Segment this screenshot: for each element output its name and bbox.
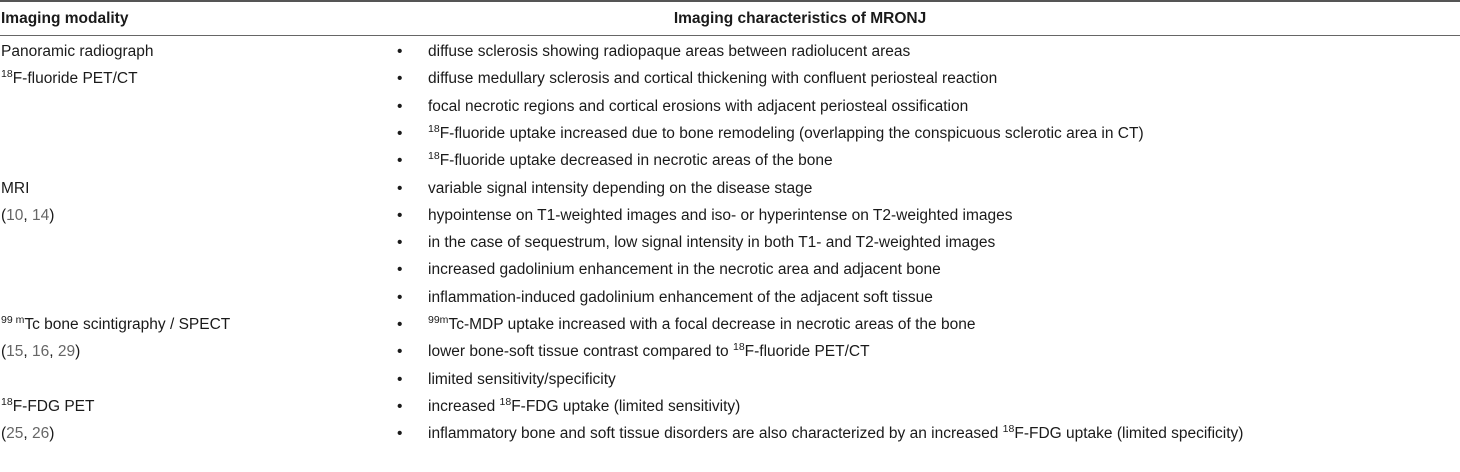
text-superscript: 18 bbox=[1002, 423, 1015, 436]
modality-name bbox=[1, 40, 154, 63]
text-superscript: 99m bbox=[428, 314, 449, 326]
text-superscript: 18 bbox=[428, 150, 440, 163]
modality-text: F-FDG PET bbox=[12, 397, 95, 415]
characteristic-text bbox=[428, 395, 740, 420]
modality-superscript: 18 bbox=[1, 395, 13, 408]
table-row bbox=[0, 95, 1460, 118]
reference-link: 25 bbox=[6, 425, 24, 443]
text-body: limited sensitivity/specificity bbox=[428, 370, 616, 388]
ref-sep: , bbox=[23, 206, 33, 224]
table-row bbox=[0, 422, 1460, 445]
characteristic-text bbox=[428, 368, 616, 391]
ref-sep: , bbox=[49, 343, 58, 361]
modality-name bbox=[1, 67, 138, 92]
characteristic-text bbox=[428, 231, 995, 254]
bullet-marker: • bbox=[397, 261, 403, 279]
table-row bbox=[0, 149, 1460, 172]
header-rule bbox=[0, 35, 1460, 36]
text-body: focal necrotic regions and cortical erosions with adjacent periosteal ossification bbox=[428, 97, 969, 115]
text-body: diffuse medullary sclerosis and cortical thickening with confluent periosteal reaction bbox=[428, 70, 998, 88]
table-row bbox=[0, 122, 1460, 145]
bullet-marker: • bbox=[397, 425, 403, 443]
text-body: F-fluoride uptake increased due to bone remodeling (overlapping the conspicuous sclerotic area in CT) bbox=[439, 124, 1144, 142]
ref-open: ( bbox=[1, 206, 7, 224]
characteristic-text bbox=[428, 258, 941, 281]
bullet-marker: • bbox=[397, 70, 403, 88]
text-body: Tc-MDP uptake increased with a focal decrease in necrotic areas of the bone bbox=[448, 316, 976, 333]
modality-references bbox=[1, 422, 54, 445]
text-body: variable signal intensity depending on the disease stage bbox=[428, 179, 813, 197]
table-row bbox=[0, 67, 1460, 90]
modality-name bbox=[1, 395, 95, 420]
text-body: hypointense on T1-weighted images and iso- or hyperintense on T2-weighted images bbox=[428, 206, 1013, 224]
bullet-marker: • bbox=[397, 97, 403, 115]
bullet-marker: • bbox=[397, 234, 403, 252]
table-row bbox=[0, 313, 1460, 336]
text-prefix: inflammatory bone and soft tissue disorders are also characterized by an increased bbox=[428, 425, 1003, 443]
table-row bbox=[0, 231, 1460, 254]
text-superscript: 18 bbox=[732, 341, 745, 354]
characteristic-text bbox=[428, 204, 1012, 227]
modality-superscript: 99 m bbox=[1, 314, 25, 326]
bullet-marker: • bbox=[397, 124, 403, 142]
header-imaging-characteristics: Imaging characteristics of MRONJ bbox=[673, 10, 927, 27]
text-prefix: increased bbox=[428, 397, 500, 415]
bullet-marker: • bbox=[397, 43, 403, 60]
ref-close: ) bbox=[75, 343, 81, 361]
table-row bbox=[0, 40, 1460, 63]
text-body: in the case of sequestrum, low signal intensity in both T1- and T2-weighted images bbox=[428, 234, 996, 252]
modality-text: F-fluoride PET/CT bbox=[12, 70, 138, 88]
characteristic-text bbox=[428, 313, 975, 338]
table-row bbox=[0, 395, 1460, 418]
ref-open: ( bbox=[1, 425, 7, 443]
modality-text: MRI bbox=[1, 179, 30, 197]
text-superscript: 18 bbox=[428, 122, 440, 135]
table-row bbox=[0, 258, 1460, 281]
modality-references bbox=[1, 340, 80, 363]
text-superscript: 18 bbox=[499, 395, 512, 408]
text-body: F-FDG uptake (limited sensitivity) bbox=[511, 397, 741, 415]
bullet-marker: • bbox=[397, 288, 403, 306]
text-body: increased gadolinium enhancement in the necrotic area and adjacent bone bbox=[428, 261, 941, 279]
reference-link: 10 bbox=[6, 206, 24, 224]
ref-close: ) bbox=[49, 206, 55, 224]
ref-sep: , bbox=[23, 425, 33, 443]
ref-sep: , bbox=[23, 343, 33, 361]
bullet-marker: • bbox=[397, 343, 403, 361]
text-body: F-fluoride PET/CT bbox=[744, 343, 870, 361]
modality-text: Tc bone scintigraphy / SPECT bbox=[24, 316, 231, 333]
table-row bbox=[0, 340, 1460, 363]
bullet-marker: • bbox=[397, 316, 403, 333]
reference-link: 26 bbox=[32, 425, 50, 443]
text-prefix: lower bone-soft tissue contrast compared to bbox=[428, 343, 733, 361]
reference-link: 16 bbox=[32, 343, 50, 361]
table-row bbox=[0, 286, 1460, 309]
characteristic-text bbox=[428, 95, 968, 118]
table-row bbox=[0, 368, 1460, 391]
ref-close: ) bbox=[49, 425, 55, 443]
text-body: F-FDG uptake (limited specificity) bbox=[1014, 425, 1244, 443]
table-top-rule bbox=[0, 0, 1460, 2]
text-body: F-fluoride uptake decreased in necrotic areas of the bone bbox=[439, 152, 833, 170]
table-row bbox=[0, 204, 1460, 227]
ref-open: ( bbox=[1, 343, 7, 361]
characteristic-text bbox=[428, 286, 933, 309]
reference-link: 15 bbox=[6, 343, 24, 361]
characteristic-text bbox=[428, 40, 910, 63]
characteristic-text bbox=[428, 149, 833, 174]
modality-superscript: 18 bbox=[1, 68, 13, 81]
bullet-marker: • bbox=[397, 397, 403, 415]
characteristic-text bbox=[428, 340, 870, 365]
modality-text: Panoramic radiograph bbox=[1, 43, 154, 60]
modality-name bbox=[1, 313, 230, 338]
bullet-marker: • bbox=[397, 152, 403, 170]
reference-link: 29 bbox=[57, 343, 76, 361]
text-body: inflammation-induced gadolinium enhancement of the adjacent soft tissue bbox=[428, 288, 933, 306]
modality-references bbox=[1, 204, 54, 227]
characteristic-text bbox=[428, 122, 1144, 147]
header-imaging-modality: Imaging modality bbox=[1, 10, 129, 27]
characteristic-text bbox=[428, 67, 997, 90]
bullet-marker: • bbox=[397, 179, 403, 197]
table-row bbox=[0, 177, 1460, 200]
modality-name bbox=[1, 177, 29, 200]
text-body: diffuse sclerosis showing radiopaque areas between radiolucent areas bbox=[428, 43, 911, 60]
bullet-marker: • bbox=[397, 206, 403, 224]
characteristic-text bbox=[428, 422, 1243, 447]
reference-link: 14 bbox=[32, 206, 50, 224]
characteristic-text bbox=[428, 177, 812, 200]
bullet-marker: • bbox=[397, 370, 403, 388]
